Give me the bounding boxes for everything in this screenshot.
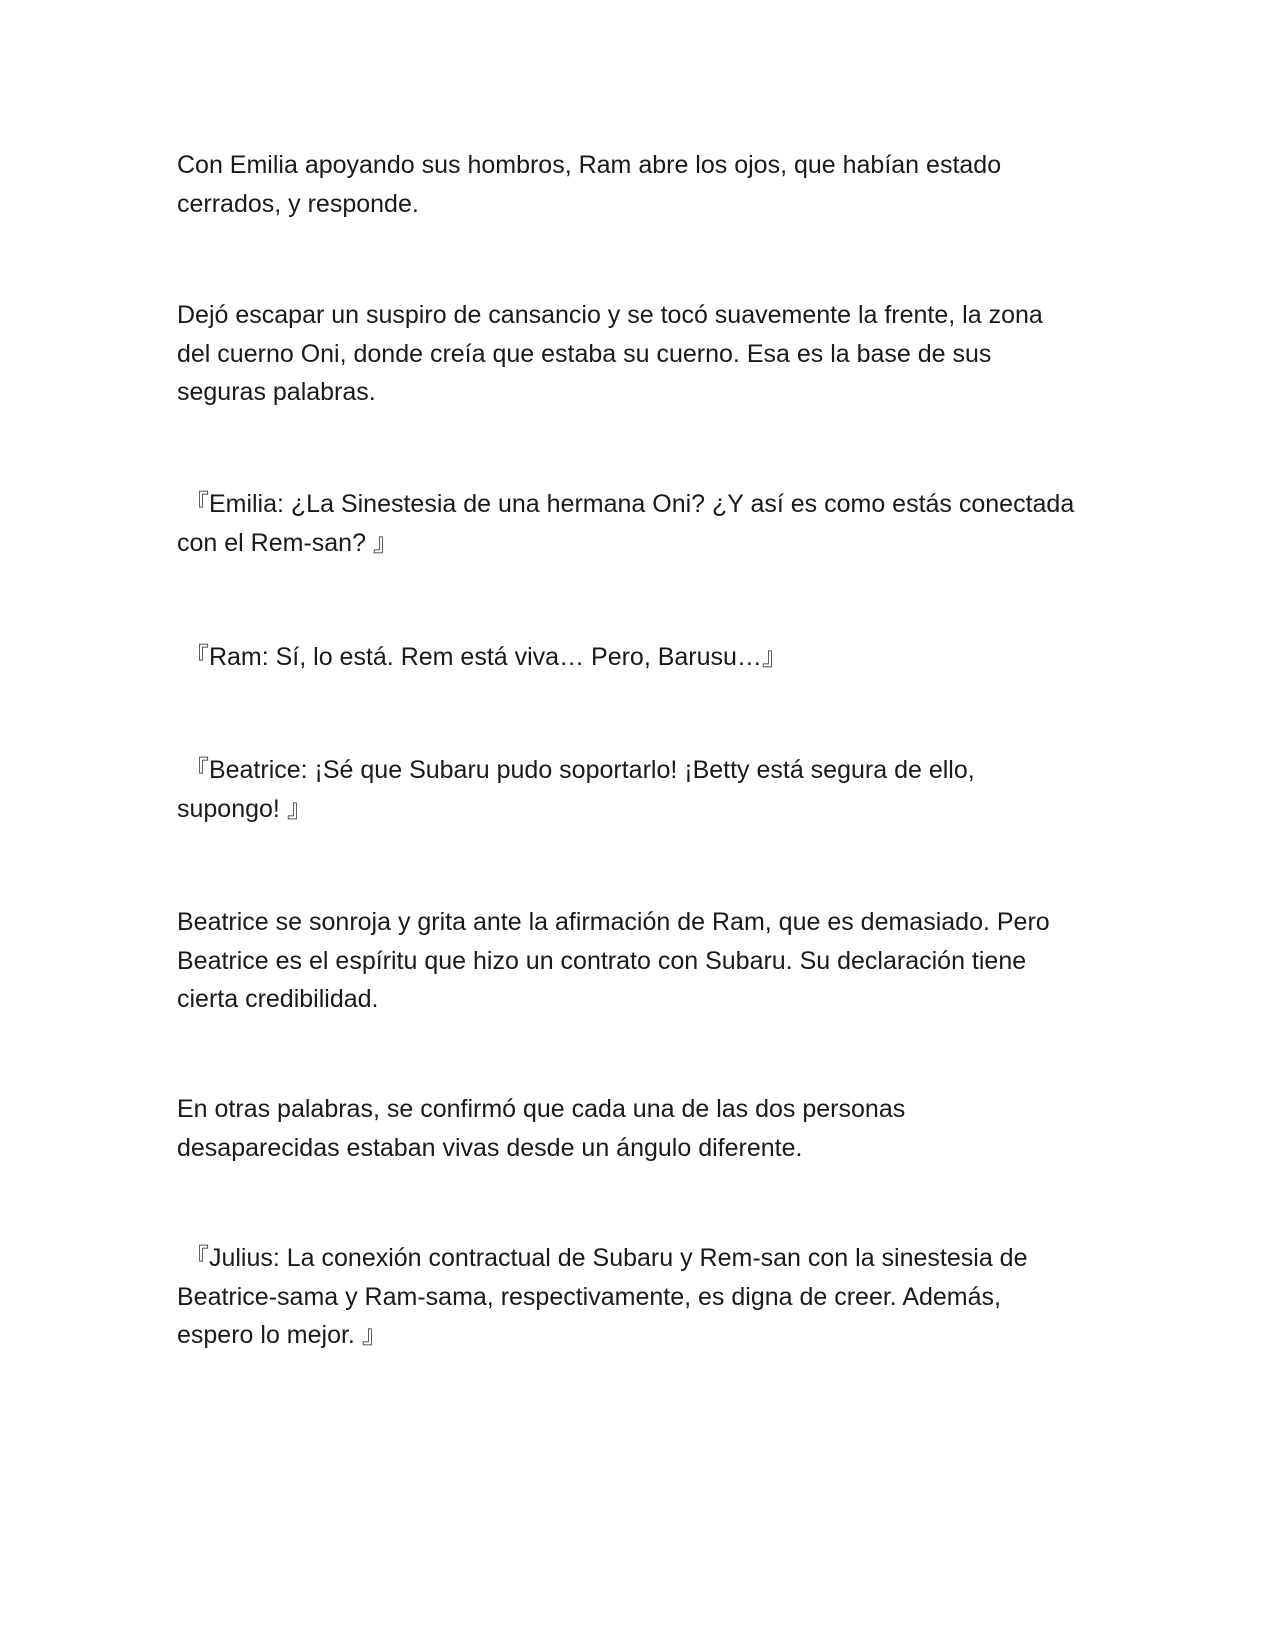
dialogue-julius: 『Julius: La conexión contractual de Subaru y Rem-san con la sinestesia de Beatrice-sama y Ram-sama, respectivamente, es digna de creer. Además, espero lo mejor. 』 — [177, 1244, 1028, 1349]
narration-paragraph: Dejó escapar un suspiro de cansancio y se tocó suavemente la frente, la zona del cuerno Oni, donde creía que estaba su cuerno. Esa es la base de sus seguras palabras. — [177, 301, 1043, 406]
dialogue-ram: 『Ram: Sí, lo está. Rem está viva… Pero, Barusu…』 — [177, 643, 787, 671]
narration-paragraph: En otras palabras, se confirmó que cada una de las dos personas desaparecidas estaban vivas desde un ángulo diferente. — [177, 1095, 906, 1162]
dialogue-emilia: 『Emilia: ¿La Sinestesia de una hermana Oni? ¿Y así es como estás conectada con el Rem-san? 』 — [177, 490, 1075, 557]
dialogue-beatrice: 『Beatrice: ¡Sé que Subaru pudo soportarlo! ¡Betty está segura de ello, supongo! 』 — [177, 756, 975, 823]
narration-paragraph: Con Emilia apoyando sus hombros, Ram abre los ojos, que habían estado cerrados, y responde. — [177, 151, 1002, 218]
narration-paragraph: Beatrice se sonroja y grita ante la afirmación de Ram, que es demasiado. Pero Beatrice es el espíritu que hizo un contrato con Subaru. Su declaración tiene cierta credibilidad. — [177, 908, 1050, 1013]
